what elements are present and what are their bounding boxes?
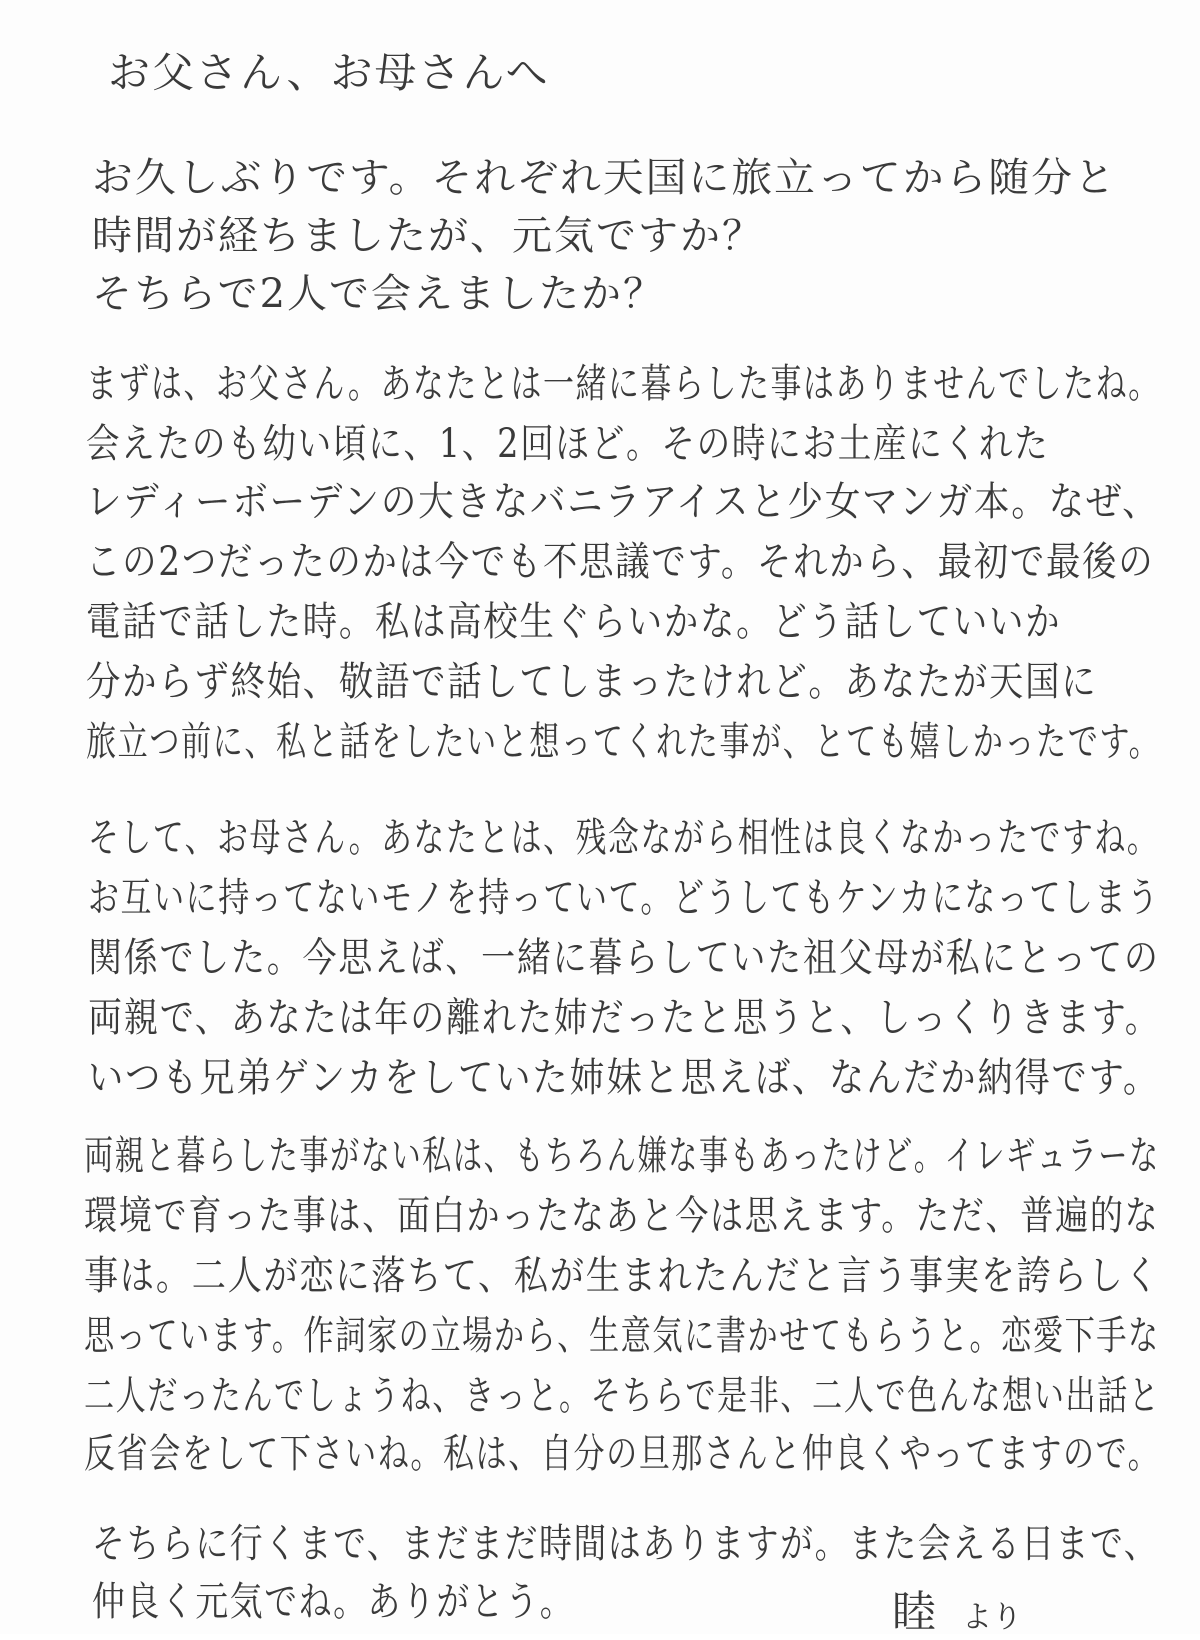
letter-line: お久しぶりです。それぞれ天国に旅立ってから随分と: [92, 155, 1117, 201]
letter-line: 環境で育った事は、面白かったなあと今は思えます。ただ、普遍的な: [84, 1193, 1160, 1239]
letter-line: この2つだったのかは今でも不思議です。それから、最初で最後の: [86, 539, 1155, 585]
letter-line: 分からず終始、敬語で話してしまったけれど。あなたが天国に: [86, 659, 1098, 705]
signature: [892, 1576, 1022, 1640]
letter-line: 電話で話した時。私は高校生ぐらいかな。どう話していいか: [86, 599, 1062, 645]
letter-line: お互いに持ってないモノを持っていて。どうしてもケンカになってしまう: [88, 875, 1160, 921]
signature-name: 睦: [892, 1587, 936, 1638]
letter-line: 二人だったんでしょうね、きっと。そちらで是非、二人で色んな想い出話と: [84, 1373, 1161, 1419]
letter-line: そちらで2人で会えましたか？: [92, 271, 666, 317]
letter-line: 旅立つ前に、私と話をしたいと想ってくれた事が、とても嬉しかったです。: [86, 719, 1161, 765]
letter-line: レディーボーデンの大きなバニラアイスと少女マンガ本。なぜ、: [86, 479, 1160, 525]
letter-line: 思っています。作詞家の立場から、生意気に書かせてもらうと。恋愛下手な: [84, 1313, 1160, 1359]
signature-suffix: より: [962, 1600, 1022, 1635]
letter-line: 両親で、あなたは年の離れた姉だったと思うと、しっくりきます。: [88, 995, 1161, 1041]
letter-line: そちらに行くまで、まだまだ時間はありますが。また会える日まで、: [92, 1521, 1159, 1567]
letter-line: 会えたのも幼い頃に、1、2回ほど。その時にお土産にくれた: [86, 421, 1050, 467]
letter-line: 反省会をして下さいね。私は、自分の旦那さんと仲良くやってますので。: [84, 1431, 1161, 1477]
letter-line: 仲良く元気でね。ありがとう。: [92, 1579, 575, 1625]
letter-line: そして、お母さん。あなたとは、残念ながら相性は良くなかったですね。: [88, 815, 1160, 861]
letter-line: 両親と暮らした事がない私は、もちろん嫌な事もあったけど。イレギュラーな: [84, 1133, 1160, 1179]
letter-line: 時間が経ちましたが、元気ですか？: [92, 213, 764, 259]
letter-line: まずは、お父さん。あなたとは一緒に暮らした事はありませんでしたね。: [86, 361, 1161, 407]
letter-salutation: お父さん、お母さんへ: [108, 48, 550, 97]
letter-line: 関係でした。今思えば、一緒に暮らしていた祖父母が私にとっての: [88, 935, 1160, 981]
letter-line: 事は。二人が恋に落ちて、私が生まれたんだと言う事実を誇らしく: [84, 1253, 1161, 1299]
letter-line: いつも兄弟ゲンカをしていた姉妹と思えば、なんだか納得です。: [88, 1055, 1160, 1101]
